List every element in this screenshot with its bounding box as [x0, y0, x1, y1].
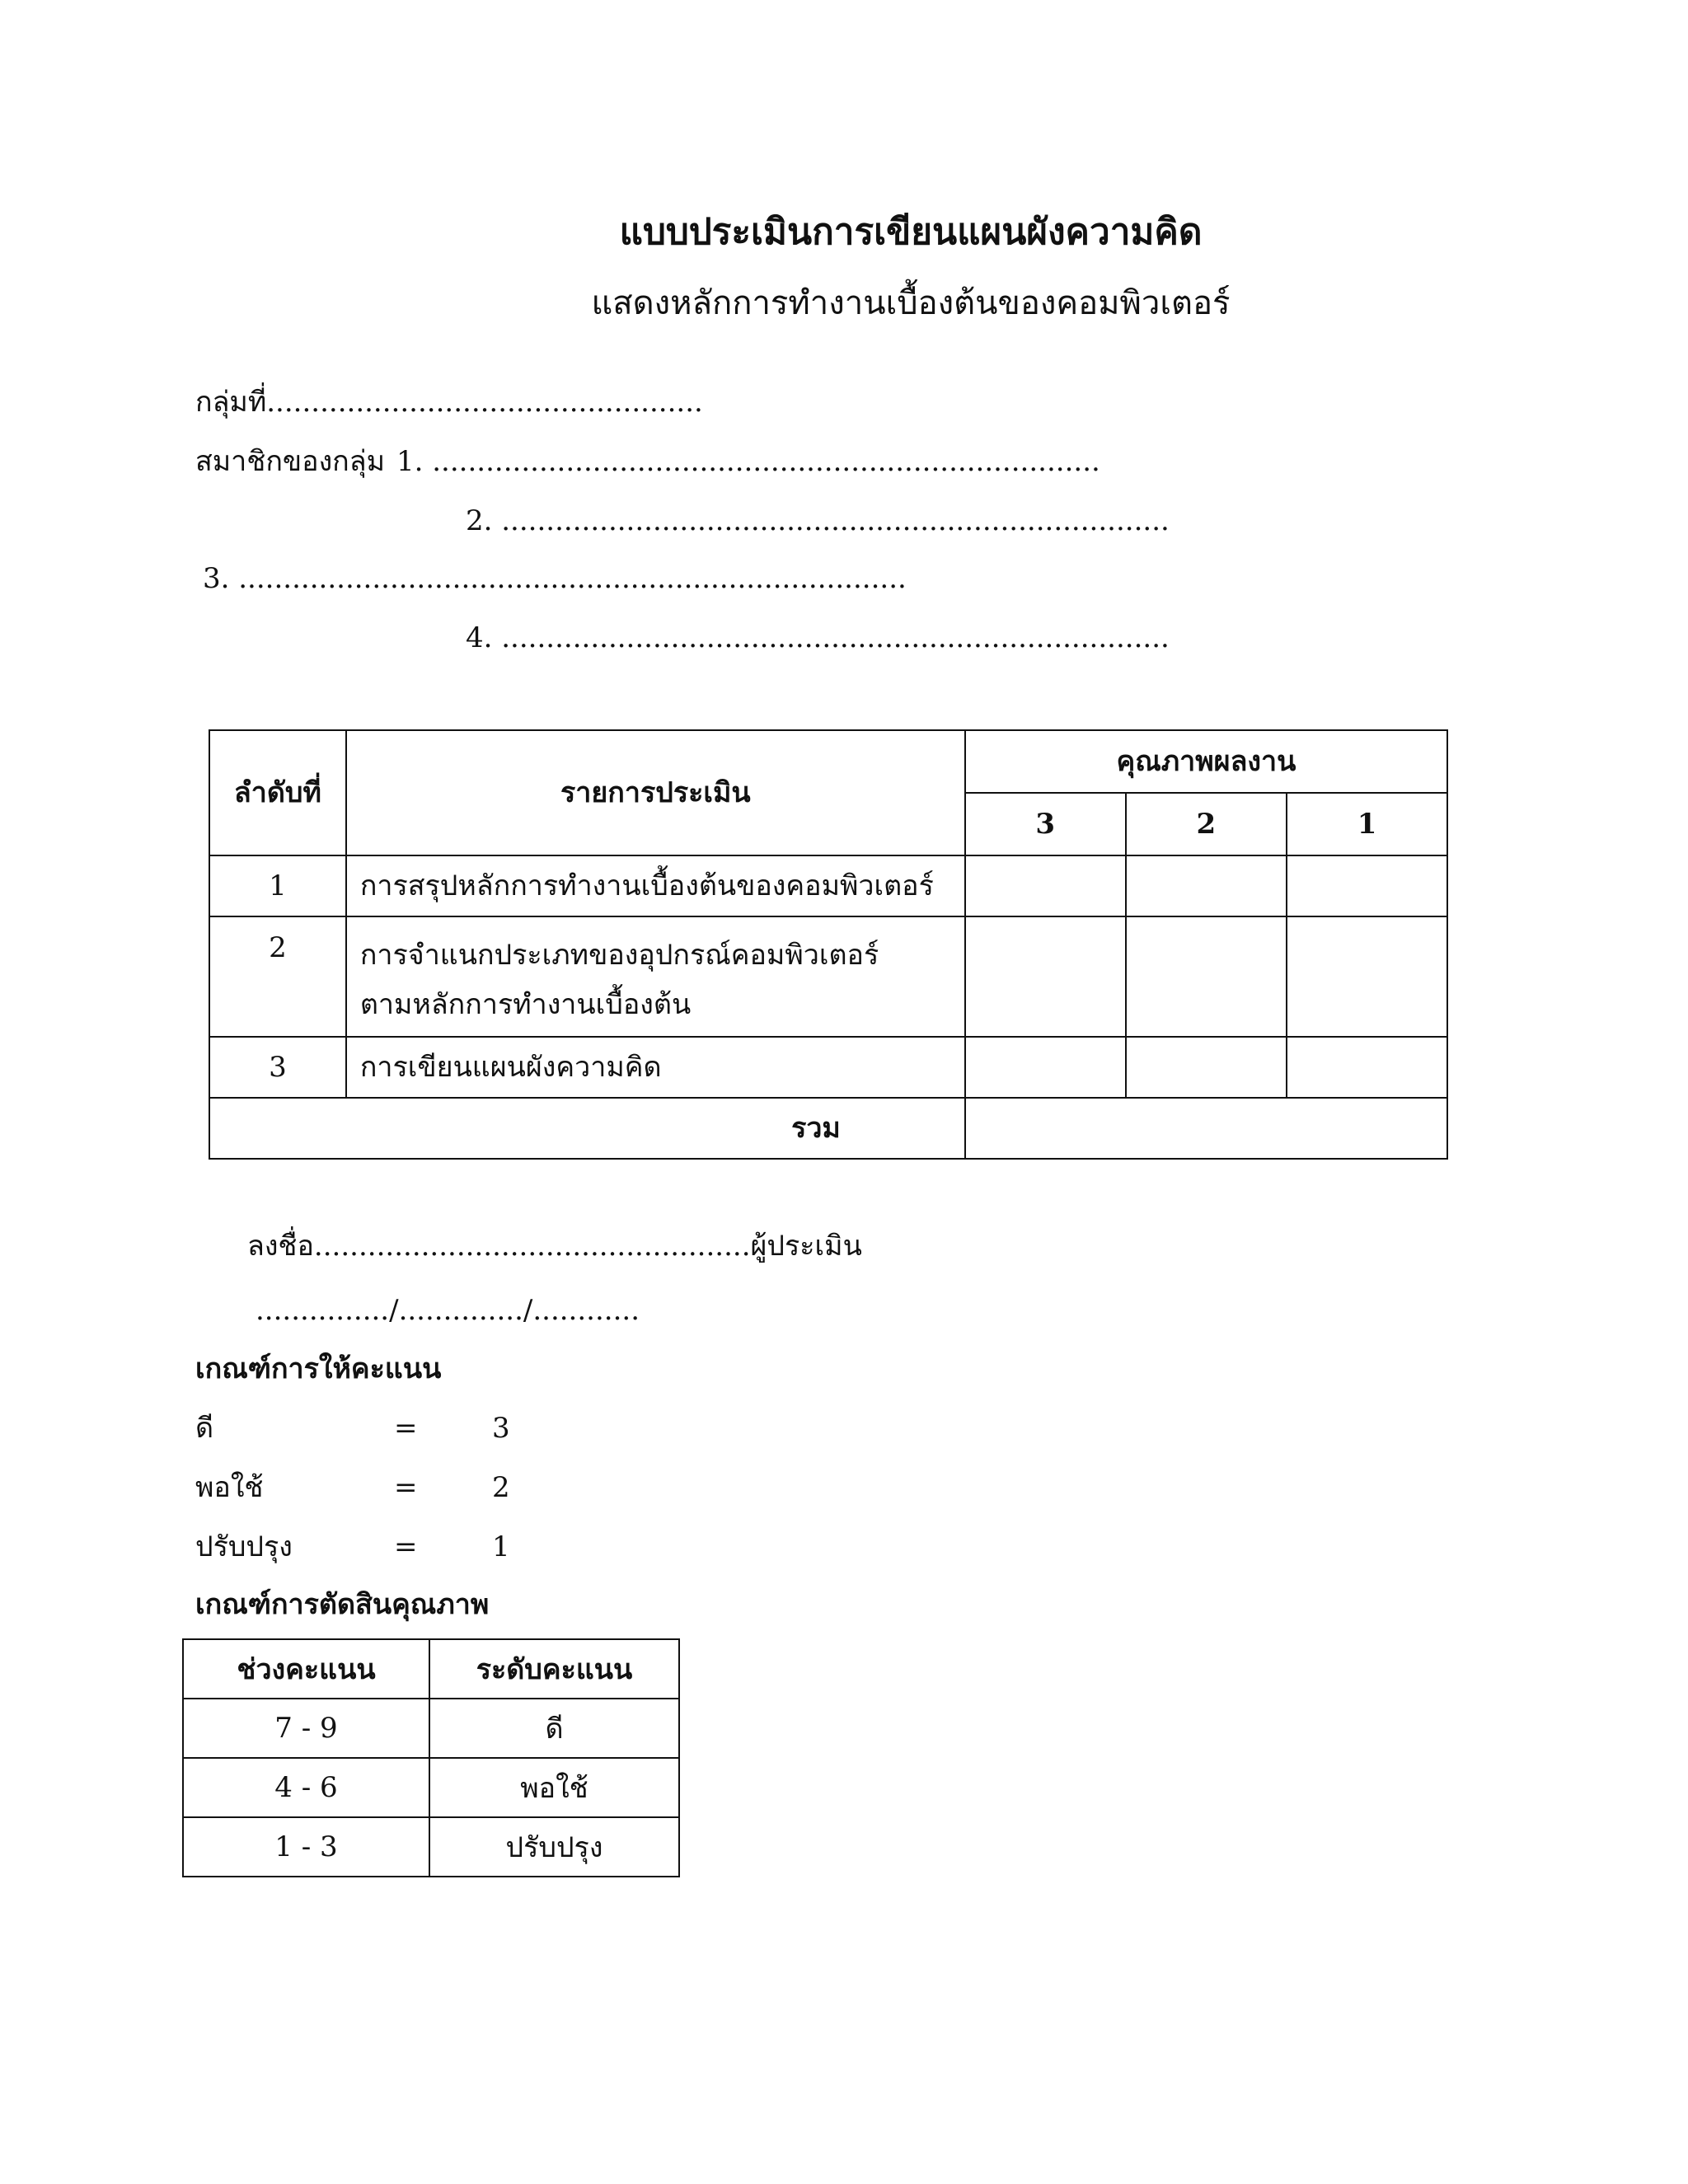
score-cell[interactable] [1126, 916, 1287, 1037]
member-4-field: 4. ........................................................................... [466, 621, 1170, 654]
col-header-range: ช่วงคะแนน [183, 1639, 429, 1699]
criteria-value: 3 [492, 1412, 510, 1445]
criteria-equals: = [394, 1412, 418, 1445]
row-item [346, 916, 965, 1037]
quality-criteria-table [182, 1638, 680, 1877]
row-number: 3 [209, 1037, 346, 1098]
total-cell[interactable] [965, 1098, 1447, 1159]
score-cell[interactable] [1287, 1037, 1447, 1098]
col-header-quality: คุณภาพผลงาน [965, 730, 1447, 793]
score-level: พอใช้ [429, 1758, 679, 1817]
members-label: สมาชิกของกลุ่ม [195, 445, 386, 478]
quality-criteria-heading: เกณฑ์การตัดสินคุณภาพ [195, 1588, 490, 1621]
score-cell[interactable] [965, 1037, 1126, 1098]
member-1-field: 1. ........................................................................... [396, 445, 1100, 478]
score-cell[interactable] [1287, 855, 1447, 916]
score-col-3: 3 [965, 793, 1126, 855]
member-3-field: 3. ........................................................................... [203, 562, 907, 595]
criteria-label: พอใช้ [195, 1471, 264, 1504]
group-number-field: กลุ่มที่................................................. [195, 386, 703, 419]
row-number: 2 [209, 916, 346, 1037]
page-subtitle: แสดงหลักการทำงานเบื้องต้นของคอมพิวเตอร์ [591, 284, 1231, 322]
row-item-line: การจำแนกประเภทของอุปกรณ์คอมพิวเตอร์ [359, 939, 879, 972]
score-level: ปรับปรุง [429, 1817, 679, 1877]
score-cell[interactable] [1126, 1037, 1287, 1098]
score-range: 7 - 9 [183, 1699, 429, 1758]
table-row [209, 855, 1447, 916]
col-header-level: ระดับคะแนน [429, 1639, 679, 1699]
col-header-number: ลำดับที่ [209, 730, 346, 855]
score-cell[interactable] [1126, 855, 1287, 916]
score-cell[interactable] [1287, 916, 1447, 1037]
score-col-1: 1 [1287, 793, 1447, 855]
criteria-equals: = [394, 1530, 418, 1563]
score-col-2: 2 [1126, 793, 1287, 855]
row-item-line: ตามหลักการทำงานเบื้องต้น [359, 988, 692, 1021]
table-row [183, 1817, 679, 1877]
member-2-field: 2. ........................................................................... [466, 504, 1170, 537]
table-row [183, 1758, 679, 1817]
table-row [209, 1037, 1447, 1098]
score-range: 1 - 3 [183, 1817, 429, 1877]
row-item: การสรุปหลักการทำงานเบื้องต้นของคอมพิวเตอร์ [346, 855, 965, 916]
evaluation-table [209, 729, 1448, 1160]
col-header-item: รายการประเมิน [346, 730, 965, 855]
criteria-equals: = [394, 1471, 418, 1504]
table-row [183, 1699, 679, 1758]
scoring-criteria-heading: เกณฑ์การให้คะแนน [195, 1352, 442, 1385]
evaluator-signature-line: ลงชื่อ.................................................ผู้ประเมิน [247, 1230, 862, 1263]
criteria-value: 1 [492, 1530, 510, 1563]
criteria-value: 2 [492, 1471, 510, 1504]
score-range: 4 - 6 [183, 1758, 429, 1817]
total-row [209, 1098, 1447, 1159]
date-line: .............../............../............ [256, 1294, 640, 1327]
criteria-label: ดี [195, 1412, 214, 1445]
score-cell[interactable] [965, 855, 1126, 916]
row-item: การเขียนแผนผังความคิด [346, 1037, 965, 1098]
row-number: 1 [209, 855, 346, 916]
total-label: รวม [209, 1098, 965, 1159]
score-level: ดี [429, 1699, 679, 1758]
table-row [209, 916, 1447, 1037]
page-title: แบบประเมินการเขียนแผนผังความคิด [619, 211, 1203, 253]
score-cell[interactable] [965, 916, 1126, 1037]
criteria-label: ปรับปรุง [195, 1530, 293, 1563]
